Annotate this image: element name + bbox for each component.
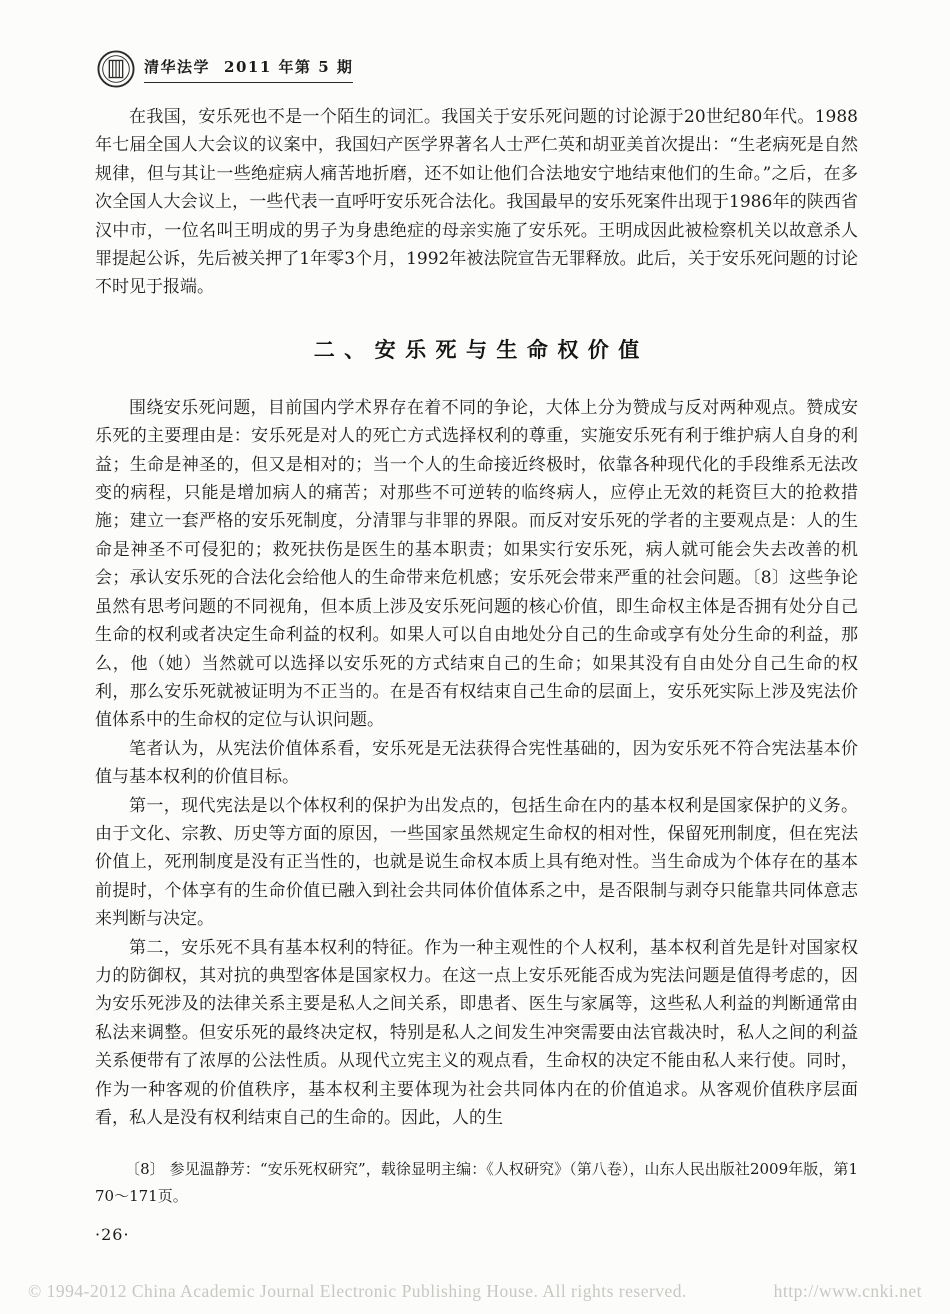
journal-name: 清华法学 — [144, 57, 211, 76]
section-title: 二、安乐死与生命权价值 — [313, 336, 649, 362]
paragraph-intro: 在我国，安乐死也不是一个陌生的词汇。我国关于安乐死问题的讨论源于20世纪80年代。1988年七届全国人大会议的议案中，我国妇产医学界著名人士严仁英和胡亚美首次提出：“生老病死是自然规律，但与其让一些绝症病人痛苦地折磨，还不如让他们合法地安宁地结束他们的生命。”之后，在多次全国人大会议上，一些代表一直呼吁安乐死合法化。我国最早的安乐死案件出现于1986年的陕西省汉中市，一位名叫王明成的男子为身患绝症的母亲实施了安乐死。王明成因此被检察机关以故意杀人罪提起公诉，先后被关押了1年零3个月，1992年被法院宣告无罪释放。此后，关于安乐死问题的讨论不时见于报端。 — [95, 107, 858, 298]
journal-title-line — [144, 56, 353, 83]
publisher-url: http://www.cnki.net — [773, 1281, 922, 1301]
page-header — [97, 50, 353, 88]
footnote: 〔8〕 参见温静芳：“安乐死权研究”，载徐显明主编：《人权研究》（第八卷），山东人民出版社2009年版，第170～171页。 — [95, 1160, 858, 1205]
page-number: ·26· — [95, 1225, 130, 1245]
journal-logo-icon — [97, 50, 135, 88]
journal-issue: 2011 年第 5 期 — [224, 57, 354, 76]
copyright-text: © 1994-2012 China Academic Journal Electronic Publishing House. All rights reserved. — [28, 1281, 687, 1301]
paragraph: 围绕安乐死问题，目前国内学术界存在着不同的争论，大体上分为赞成与反对两种观点。赞成安乐死的主要理由是：安乐死是对人的死亡方式选择权利的尊重，实施安乐死有利于维护病人自身的利益；生命是神圣的，但又是相对的；当一个人的生命接近终极时，依靠各种现代化的手段维系无法改变的病程，只能是增加病人的痛苦；对那些不可逆转的临终病人，应停止无效的耗资巨大的抢救措施；建立一套严格的安乐死制度，分清罪与非罪的界限。而反对安乐死的学者的主要观点是：人的生命是神圣不可侵犯的；救死扶伤是医生的基本职责；如果实行安乐死，病人就可能会失去改善的机会；承认安乐死的合法化会给他人的生命带来危机感；安乐死会带来严重的社会问题。〔8〕这些争论虽然有思考问题的不同视角，但本质上涉及安乐死问题的核心价值，即生命权主体是否拥有处分自己生命的权利或者决定生命利益的权利。如果人可以自由地处分自己的生命或享有处分生命的利益，那么，他（她）当然就可以选择以安乐死的方式结束自己的生命；如果其没有自由处分自己生命的权利，那么安乐死就被证明为不正当的。在是否有权结束自己生命的层面上，安乐死实际上涉及宪法价值体系中的生命权的定位与认识问题。 — [95, 397, 858, 731]
paragraph: 笔者认为，从宪法价值体系看，安乐死是无法获得合宪性基础的，因为安乐死不符合宪法基本价值与基本权利的价值目标。 — [95, 738, 858, 788]
article-body — [95, 103, 858, 1244]
paragraph: 第一，现代宪法是以个体权利的保护为出发点的，包括生命在内的基本权利是国家保护的义务。由于文化、宗教、历史等方面的原因，一些国家虽然规定生命权的相对性，保留死刑制度，但在宪法价值上，死刑制度是没有正当性的，也就是说生命权本质上具有绝对性。当生命成为个体存在的基本前提时，个体享有的生命价值已融入到社会共同体价值体系之中，是否限制与剥夺只能靠共同体意志来判断与决定。 — [95, 795, 858, 930]
watermark-footer — [0, 1281, 950, 1302]
paragraph: 第二，安乐死不具有基本权利的特征。作为一种主观性的个人权利，基本权利首先是针对国家权力的防御权，其对抗的典型客体是国家权力。在这一点上安乐死能否成为宪法问题是值得考虑的，因为安乐死涉及的法律关系主要是私人之间关系，即患者、医生与家属等，这些私人利益的判断通常由私法来调整。但安乐死的最终决定权，特别是私人之间发生冲突需要由法官裁决时，私人之间的利益关系便带有了浓厚的公法性质。从现代立宪主义的观点看，生命权的决定不能由私人来行使。同时，作为一种客观的价值秩序，基本权利主要体现为社会共同体内在的价值追求。从客观价值秩序层面看，私人是没有权利结束自己的生命的。因此，人的生 — [95, 937, 858, 1128]
